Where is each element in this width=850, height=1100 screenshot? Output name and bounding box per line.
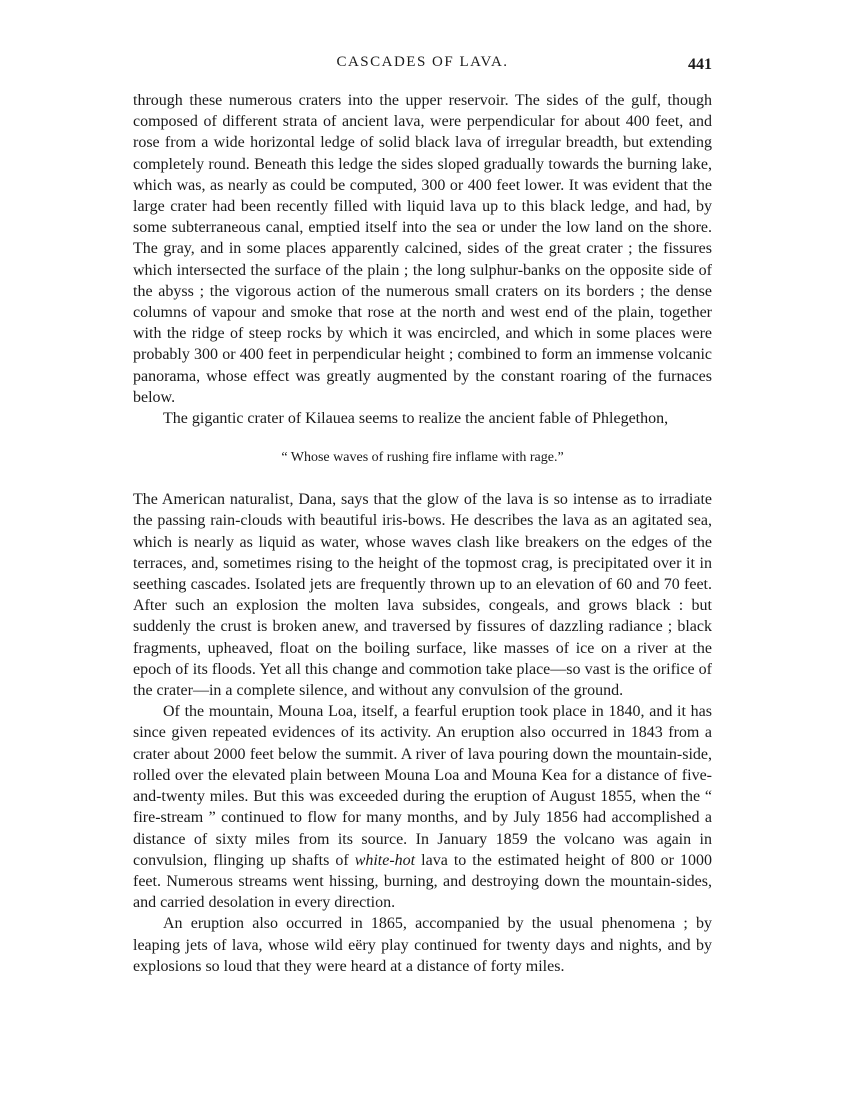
block-quote: “ Whose waves of rushing fire inflame with rage.”: [281, 450, 564, 466]
paragraph-5: An eruption also occurred in 1865, accompanied by the usual phenomena ; by leaping jets of lava, whose wild eëry play continued for twenty days and nights, and by explosions so loud that they were heard at a distance of forty miles.: [133, 915, 712, 975]
body-text: [133, 90, 712, 977]
book-page: [133, 54, 712, 977]
running-title: CASCADES OF LAVA.: [336, 54, 509, 70]
paragraph-4: [133, 701, 712, 913]
running-header: [133, 54, 712, 80]
paragraph-1: through these numerous craters into the upper reservoir. The sides of the gulf, though composed of different strata of ancient lava, were perpendicular for about 400 feet, and rose from a wide horizontal ledge of solid black lava of irregular breadth, but extending completely round. Beneath this ledge the sides sloped gradually towards the burning lake, which was, as nearly as could be computed, 300 or 400 feet lower. It was evident that the large crater had been recently filled with liquid lava up to this black ledge, and had, by some subterraneous canal, emptied itself into the sea or under the low land on the shore. The gray, and in some places apparently calcined, sides of the great crater ; the fissures which intersected the surface of the plain ; the long sulphur-banks on the opposite side of the abyss ; the vigorous action of the numerous small craters on its borders ; the dense columns of vapour and smoke that rose at the north and west end of the plain, together with the ridge of steep rocks by which it was encircled, and which in some places were probably 300 or 400 feet in perpendicular height ; combined to form an immense volcanic panorama, whose effect was greatly augmented by the constant roaring of the furnaces below.: [133, 92, 712, 406]
italic-phrase: white-hot: [354, 851, 416, 869]
page-number: 441: [688, 56, 712, 73]
paragraph-4-part-2: lava to the estimated height of 800 or 1000 feet. Numerous streams went hissing, burning, and destroying down the mountain-sides, and carried desolation in every direction.: [133, 851, 712, 912]
paragraph-3: The American naturalist, Dana, says that the glow of the lava is so intense as to irradiate the passing rain-clouds with beautiful iris-bows. He describes the lava as an agitated sea, which is nearly as liquid as water, whose waves clash like breakers on the edges of the terraces, and, sometimes rising to the height of the topmost crag, is precipitated over it in seething cascades. Isolated jets are frequently thrown up to an elevation of 60 and 70 feet. After such an explosion the molten lava subsides, congeals, and grows black : but suddenly the crust is broken anew, and traversed by fissures of dazzling radiance ; black fragments, upheaved, float on the boiling surface, like masses of ice on a river at the epoch of its floods. Yet all this change and commotion take place—so vast is the orifice of the crater—in a complete silence, and without any convulsion of the ground.: [133, 491, 712, 700]
paragraph-4-part-1: Of the mountain, Mouna Loa, itself, a fearful eruption took place in 1840, and it has since given repeated evidences of its activity. An eruption also occurred in 1843 from a crater about 2000 feet below the summit. A river of lava pouring down the mountain-side, rolled over the elevated plain between Mouna Loa and Mouna Kea for a distance of five-and-twenty miles. But this was exceeded during the eruption of August 1855, when the “ fire-stream ” continued to flow for many months, and by July 1856 had accomplished a distance of sixty miles from its source. In January 1859 the volcano was again in convulsion, flinging up shafts of: [133, 703, 712, 869]
paragraph-2: The gigantic crater of Kilauea seems to realize the ancient fable of Phlegethon,: [163, 410, 669, 428]
